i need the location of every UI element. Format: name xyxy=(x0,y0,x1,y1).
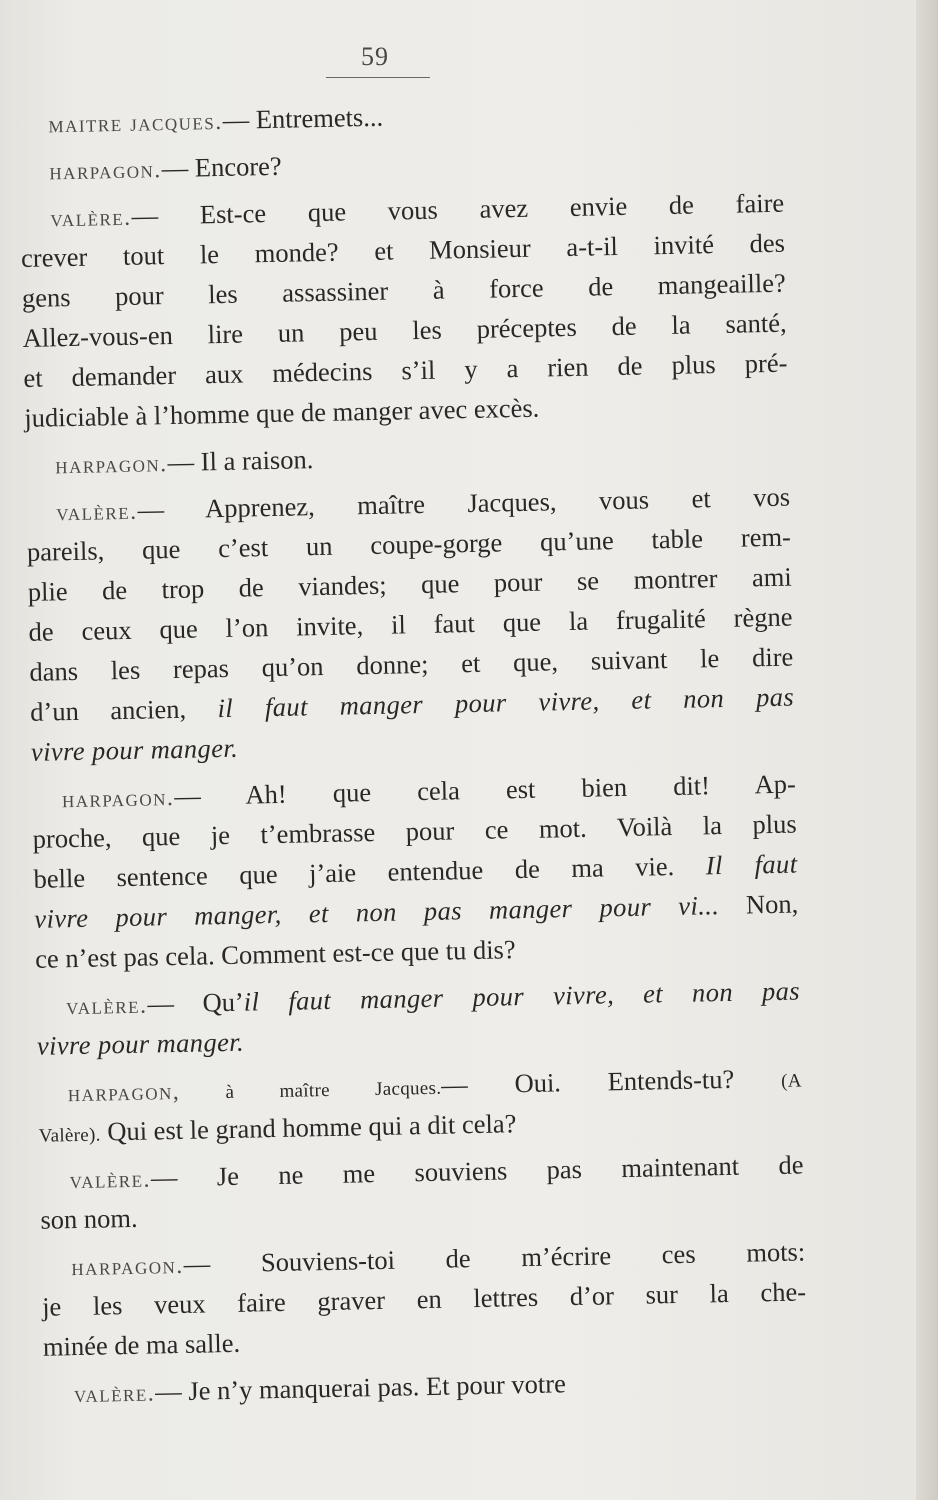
italic-quote: vivre pour manger, et non pas manger pour vi... xyxy=(34,890,720,934)
speaker-name: valère. xyxy=(55,498,138,527)
speech-text: — Je ne me souviens pas maintenant de xyxy=(150,1149,804,1193)
speech-text: — Souviens-toi de m’écrire ces mots: xyxy=(183,1236,806,1279)
speech-text: je les veux faire graver en lettres d’or sur la che- xyxy=(41,1276,807,1322)
speech-text: Qui est le grand homme qui a dit cela? xyxy=(100,1108,517,1147)
speech-text: gens pour les assassiner à force de mangeaille? xyxy=(21,267,787,313)
speech-text: — Apprenez, maître Jacques, vous et vos xyxy=(137,481,791,525)
speech-first-line xyxy=(25,430,790,485)
speaker-name: valère. xyxy=(65,992,148,1021)
speech-text: Allez-vous-en lire un peu les préceptes de la santé, xyxy=(22,307,787,353)
speech-text: — Entremets... xyxy=(222,101,384,135)
speaker-name: valère. xyxy=(69,1166,152,1195)
speaker-name: harpagon. xyxy=(49,157,163,186)
italic-quote: Il faut xyxy=(705,848,798,881)
play-text xyxy=(18,89,808,1414)
speaker-name: valère. xyxy=(73,1380,156,1409)
speech-text: pareils, que c’est un coupe-gorge qu’une table rem- xyxy=(26,521,792,567)
speech-text: d’un ancien, xyxy=(29,693,218,727)
speech-text: de ceux que l’on invite, il faut que la frugalité règne xyxy=(28,601,793,647)
speech-text: — Est-ce que vous avez envie de faire xyxy=(131,187,785,231)
speech-text: belle sentence que j’aie entendue de ma vie. xyxy=(33,850,706,894)
speech-text: ce n’est pas cela. Comment est-ce que tu dis? xyxy=(34,934,516,974)
page-number: 59 xyxy=(361,42,389,71)
speech-text: — Il a raison. xyxy=(167,444,314,478)
italic-quote: il faut manger pour vivre, et non pas xyxy=(243,975,801,1017)
page-number-rule xyxy=(326,77,430,78)
speech-text: minée de ma salle. xyxy=(42,1327,241,1362)
speaker-name: harpagon, xyxy=(67,1078,181,1108)
speech-text: et demander aux médecins s’il y a rien de plus pré- xyxy=(23,347,788,393)
speech-first-line xyxy=(18,89,783,144)
speaker-name: harpagon. xyxy=(55,451,168,480)
speech-text: — Ah! que cela est bien dit! Ap- xyxy=(174,768,797,811)
speaker-name: valère. xyxy=(50,204,132,233)
speech-text: plie de trop de viandes; que pour se montrer ami xyxy=(27,561,792,607)
stage-direction: à maître Jacques. xyxy=(180,1077,442,1104)
speech-text: — Je n’y manquerai pas. Et pour votre xyxy=(154,1368,567,1407)
speaker-name: harpagon. xyxy=(71,1252,185,1282)
italic-quote: il faut manger pour vivre, et non pas xyxy=(217,681,795,724)
speaker-name: harpagon. xyxy=(61,785,175,814)
stage-direction: Valère). xyxy=(38,1124,101,1147)
italic-quote: vivre pour manger. xyxy=(36,1026,245,1061)
speech-text: son nom. xyxy=(40,1202,138,1235)
page-edge-shadow xyxy=(916,0,938,1500)
speaker-name: maitre jacques. xyxy=(48,108,223,139)
speech-text: crever tout le monde? et Monsieur a-t-il invité des xyxy=(20,227,786,273)
speech-text: — Encore? xyxy=(161,150,282,184)
speech-text: — Oui. Entends-tu? xyxy=(440,1062,782,1100)
speech-text: dans les repas qu’on donne; et que, suivant le dire xyxy=(29,641,794,687)
stage-direction: (A xyxy=(780,1070,802,1092)
speech-first-line xyxy=(43,1358,808,1413)
speech-text: proche, que je t’embrasse pour ce mot. Voilà la plus xyxy=(32,808,797,854)
italic-quote: vivre pour manger. xyxy=(30,732,239,767)
speech-first-line xyxy=(19,136,784,191)
speech-text: — Qu’ xyxy=(147,986,245,1019)
speech-text: judiciable à l’homme que de manger avec excès. xyxy=(24,392,540,433)
speech-text: Non, xyxy=(718,888,799,921)
